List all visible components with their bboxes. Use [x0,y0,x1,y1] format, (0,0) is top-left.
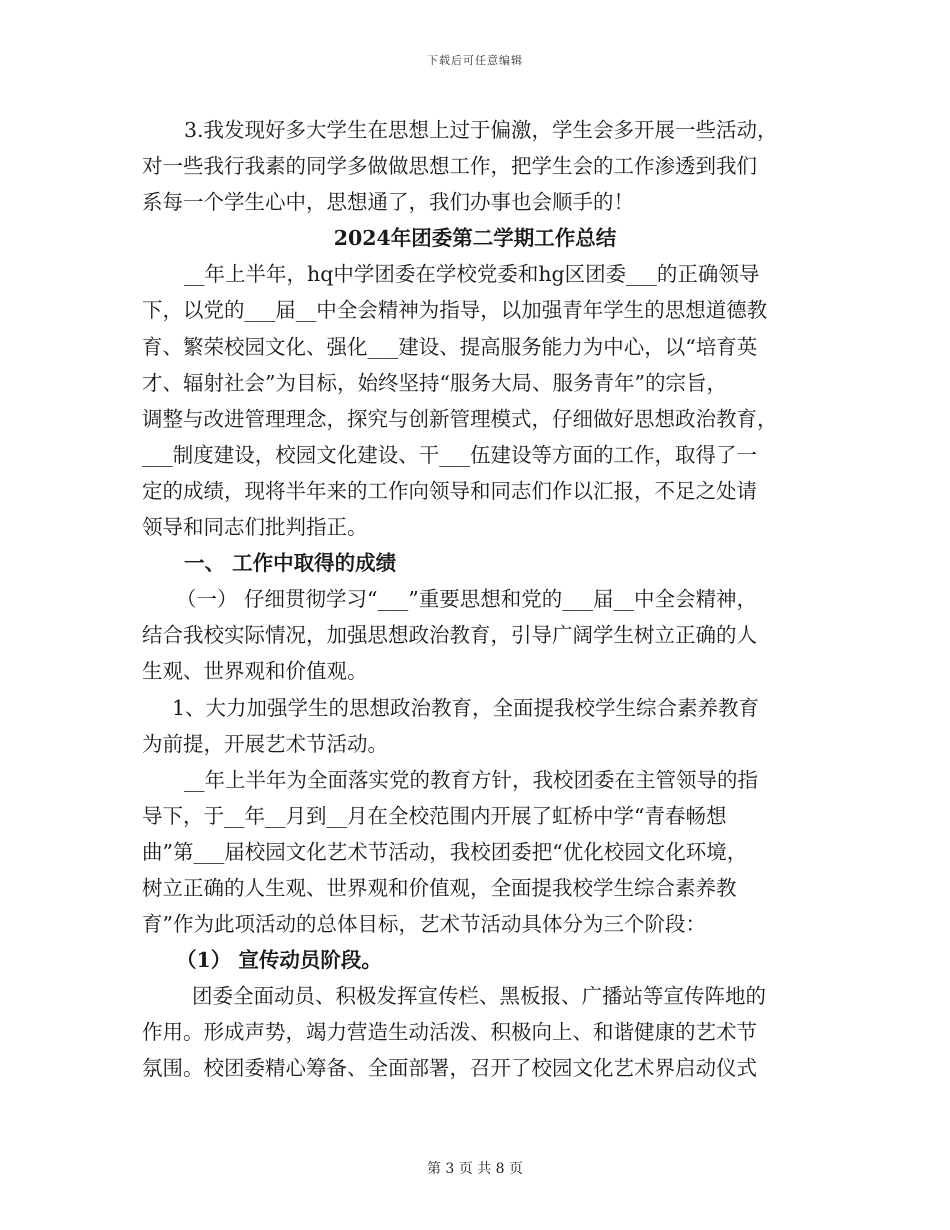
paragraph-line: 氛围。校团委精心筹备、全面部署，召开了校园文化艺术界启动仪式 [142,1056,757,1081]
document-body [142,112,808,1087]
page-number: 第 3 页 共 8 页 [426,1161,524,1177]
document-title: 2024年团委第二学期工作总结 [333,226,617,251]
paragraph-line: 调整与改进管理理念，探究与创新管理模式，仔细做好思想政治教育， [142,406,778,431]
paragraph-line: 树立正确的人生观、世界观和价值观，全面提我校学生综合素养教 [142,875,737,900]
paragraph-line: __年上半年，hq中学团委在学校党委和hg区团委___的正确领导 [184,262,760,287]
paragraph-line: 1、大力加强学生的思想政治教育，全面提我校学生综合素养教育 [172,695,760,720]
paragraph-line: ___制度建设，校园文化建设、干___伍建设等方面的工作，取得了一 [142,442,757,467]
paragraph-line: 为前提，开展艺术节活动。 [142,731,388,756]
paragraph-line: 系每一个学生心中，思想通了，我们办事也会顺手的！ [142,190,634,215]
paragraph-line: 定的成绩，现将半年来的工作向领导和同志们作以汇报，不足之处请 [142,478,757,503]
paragraph-line: 生观、世界观和价值观。 [142,659,368,684]
paragraph-line: 下，以党的___届__中全会精神为指导，以加强青年学生的思想道德教 [142,298,768,323]
paragraph-line: 导下，于__年__月到__月在全校范围内开展了虹桥中学“青春畅想 [142,803,727,828]
paragraph-line: 曲”第___届校园文化艺术节活动，我校团委把“优化校园文化环境， [142,839,748,864]
paragraph-line: 结合我校实际情况，加强思想政治教育，引导广阔学生树立正确的人 [142,623,757,648]
paragraph-line: （一） 仔细贯彻学习“___”重要思想和党的___届__中全会精神， [176,587,757,612]
paragraph-line: 作用。形成声势，竭力营造生动活泼、积极向上、和谐健康的艺术节 [142,1020,757,1045]
paragraph-line: 对一些我行我素的同学多做做思想工作，把学生会的工作渗透到我们 [142,154,757,179]
section-heading: 一、 工作中取得的成绩 [184,551,397,576]
paragraph-line: 3.我发现好多大学生在思想上过于偏激，学生会多开展一些活动， [184,118,778,142]
paragraph-line: 育、繁荣校园文化、强化___建设、提高服务能力为中心，以“培育英 [142,334,758,359]
paragraph-line: 团委全面动员、积极发挥宣传栏、黑板报、广播站等宣传阵地的 [192,984,766,1009]
paragraph-line: 才、辐射社会”为目标，始终坚持“服务大局、服务青年”的宗旨， [142,370,727,395]
paragraph-line: 领导和同志们批判指正。 [142,515,368,540]
page-header-note: 下载后可任意编辑 [427,54,523,67]
paragraph-line: __年上半年为全面落实党的教育方针，我校团委在主管领导的指 [184,767,758,792]
paragraph-line: 育”作为此项活动的总体目标，艺术节活动具体分为三个阶段： [142,912,706,937]
subsection-heading: （1） 宣传动员阶段。 [176,948,382,973]
